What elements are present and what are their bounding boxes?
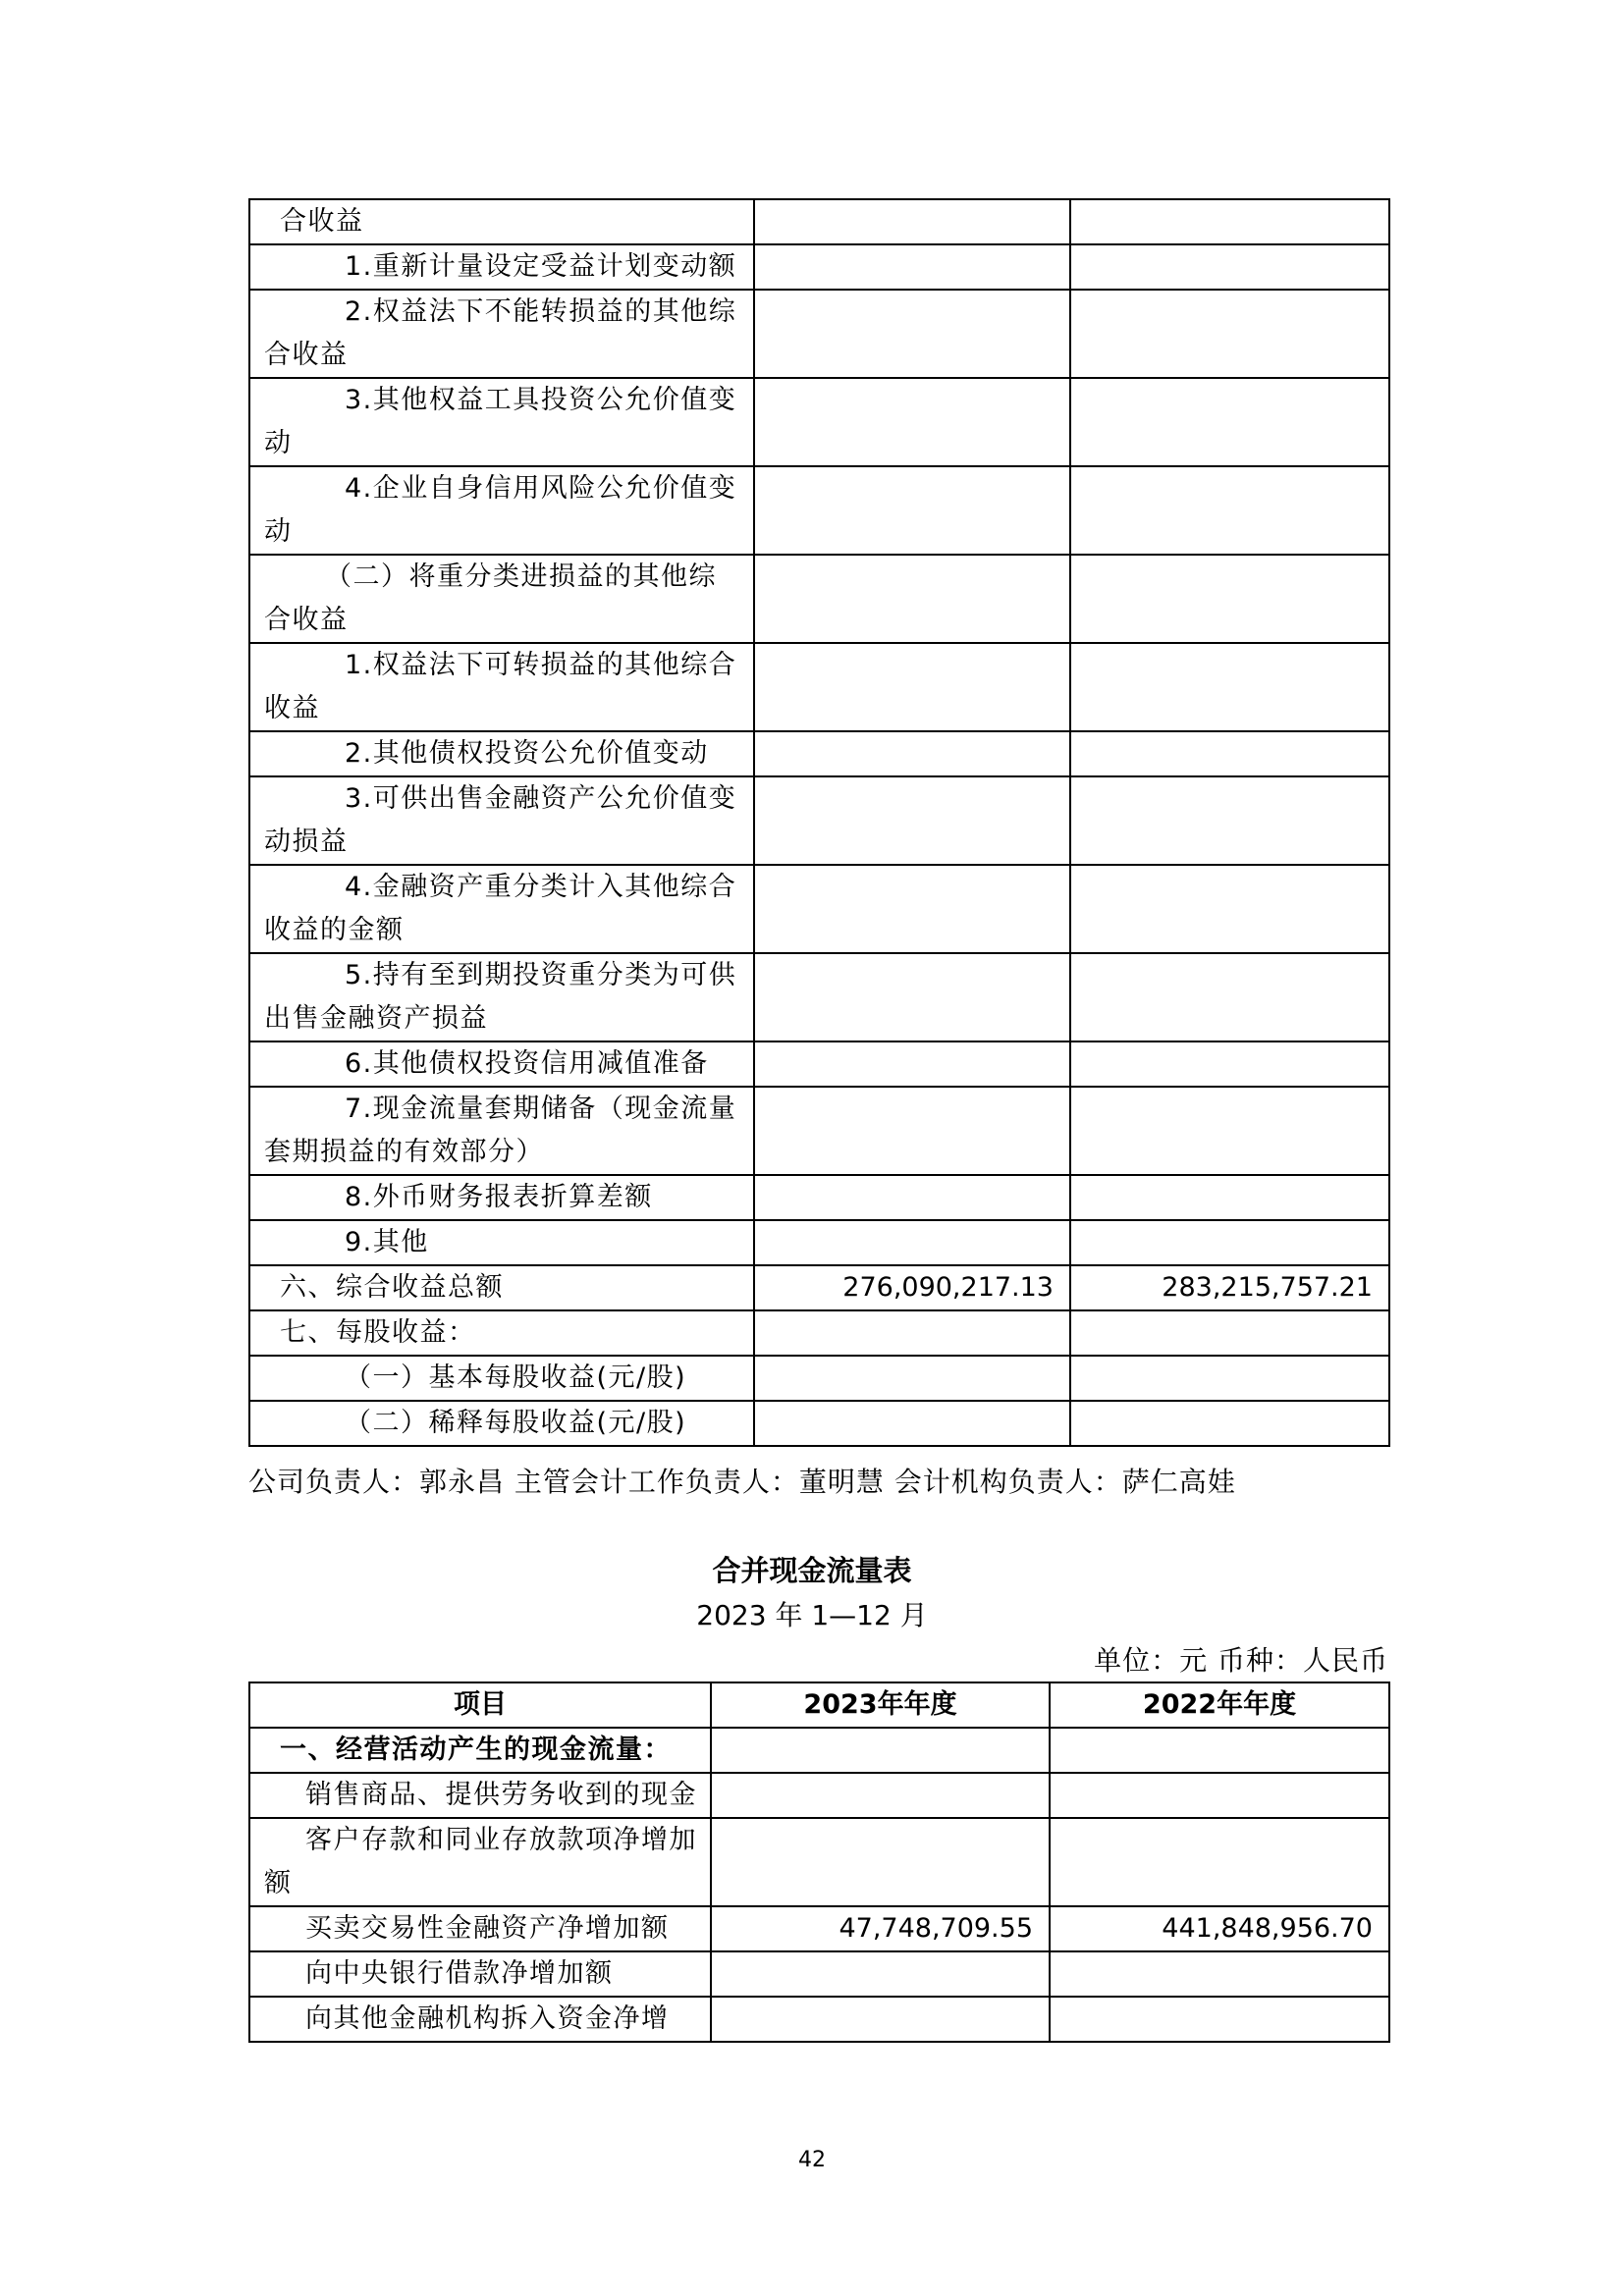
- signatures-line: 公司负责人：郭永昌 主管会计工作负责人：董明慧 会计机构负责人：萨仁高娃: [248, 1466, 1236, 1498]
- header-2023: 2023年年度: [711, 1682, 1050, 1728]
- row-item: 2.权益法下不能转损益的其他综合收益: [249, 290, 754, 378]
- table-row: [249, 1997, 1389, 2042]
- row-value-2022: [1070, 731, 1389, 776]
- row-item: 向其他金融机构拆入资金净增: [249, 1997, 711, 2042]
- page-number: 42: [798, 2148, 826, 2172]
- row-item: （一）基本每股收益(元/股): [249, 1356, 754, 1401]
- row-value-2023: [754, 1087, 1070, 1175]
- row-value-2023: [754, 731, 1070, 776]
- row-item: 客户存款和同业存放款项净增加额: [249, 1818, 711, 1906]
- row-value-2023: [754, 290, 1070, 378]
- row-value-2022: [1070, 466, 1389, 555]
- row-value-2023: [754, 1041, 1070, 1087]
- row-item: 销售商品、提供劳务收到的现金: [249, 1773, 711, 1818]
- row-item: 买卖交易性金融资产净增加额: [249, 1906, 711, 1951]
- table-row: [249, 1265, 1389, 1310]
- row-value-2023: [754, 1401, 1070, 1446]
- table-row: [249, 555, 1389, 643]
- row-value-2022: [1050, 1951, 1389, 1997]
- row-value-2023: [754, 466, 1070, 555]
- row-value-2023: [754, 199, 1070, 244]
- table-row: [249, 1906, 1389, 1951]
- row-value-2023: [711, 1818, 1050, 1906]
- table-row: [249, 244, 1389, 290]
- row-value-2023: [754, 244, 1070, 290]
- row-item: 一、经营活动产生的现金流量：: [249, 1728, 711, 1773]
- row-value-2023: [754, 1356, 1070, 1401]
- row-value-2022: 283,215,757.21: [1070, 1265, 1389, 1310]
- row-item: 2.其他债权投资公允价值变动: [249, 731, 754, 776]
- row-item: 9.其他: [249, 1220, 754, 1265]
- row-item: 4.金融资产重分类计入其他综合收益的金额: [249, 865, 754, 953]
- row-item: 4.企业自身信用风险公允价值变动: [249, 466, 754, 555]
- table-row: [249, 1773, 1389, 1818]
- row-item: 3.可供出售金融资产公允价值变动损益: [249, 776, 754, 865]
- row-value-2022: [1070, 1175, 1389, 1220]
- row-item: 3.其他权益工具投资公允价值变动: [249, 378, 754, 466]
- table-row: [249, 1356, 1389, 1401]
- row-value-2022: [1070, 776, 1389, 865]
- row-value-2023: [754, 643, 1070, 731]
- row-item: 六、综合收益总额: [249, 1265, 754, 1310]
- row-value-2023: [754, 1175, 1070, 1220]
- row-value-2022: [1070, 555, 1389, 643]
- row-item: 1.重新计量设定受益计划变动额: [249, 244, 754, 290]
- table-row: [249, 1401, 1389, 1446]
- row-value-2022: [1070, 865, 1389, 953]
- row-value-2022: [1070, 1401, 1389, 1446]
- table-row: [249, 1951, 1389, 1997]
- row-value-2022: [1050, 1818, 1389, 1906]
- row-value-2023: [711, 1951, 1050, 1997]
- table-row: [249, 1310, 1389, 1356]
- row-item: 向中央银行借款净增加额: [249, 1951, 711, 1997]
- comprehensive-income-table: [248, 198, 1390, 1447]
- row-value-2022: [1070, 953, 1389, 1041]
- row-value-2022: [1070, 1087, 1389, 1175]
- row-value-2022: [1070, 1356, 1389, 1401]
- table-row: [249, 378, 1389, 466]
- row-value-2023: [754, 1310, 1070, 1356]
- table-row: [249, 1818, 1389, 1906]
- row-value-2022: [1070, 378, 1389, 466]
- row-value-2022: [1050, 1773, 1389, 1818]
- statement-period: 2023 年 1—12 月: [696, 1599, 928, 1631]
- row-value-2022: [1070, 199, 1389, 244]
- row-item: 6.其他债权投资信用减值准备: [249, 1041, 754, 1087]
- row-value-2023: [754, 776, 1070, 865]
- row-item: 5.持有至到期投资重分类为可供出售金融资产损益: [249, 953, 754, 1041]
- table-row: [249, 953, 1389, 1041]
- currency-unit: 单位：元 币种：人民币: [1094, 1644, 1388, 1677]
- row-item: 8.外币财务报表折算差额: [249, 1175, 754, 1220]
- row-value-2022: [1070, 1310, 1389, 1356]
- row-value-2023: 47,748,709.55: [711, 1906, 1050, 1951]
- table-row: [249, 466, 1389, 555]
- table-row: [249, 731, 1389, 776]
- table-row: [249, 1041, 1389, 1087]
- table-row: [249, 1728, 1389, 1773]
- row-item: 1.权益法下可转损益的其他综合收益: [249, 643, 754, 731]
- row-value-2022: [1070, 643, 1389, 731]
- row-value-2023: [754, 865, 1070, 953]
- header-2022: 2022年年度: [1050, 1682, 1389, 1728]
- row-value-2023: [754, 953, 1070, 1041]
- row-item: 7.现金流量套期储备（现金流量套期损益的有效部分）: [249, 1087, 754, 1175]
- table-row: [249, 1175, 1389, 1220]
- row-value-2022: [1070, 1220, 1389, 1265]
- cash-flow-table: [248, 1682, 1390, 2043]
- row-value-2022: 441,848,956.70: [1050, 1906, 1389, 1951]
- row-value-2023: 276,090,217.13: [754, 1265, 1070, 1310]
- row-value-2023: [711, 1728, 1050, 1773]
- row-value-2023: [711, 1997, 1050, 2042]
- row-item: （二）将重分类进损益的其他综合收益: [249, 555, 754, 643]
- row-value-2022: [1070, 290, 1389, 378]
- row-value-2022: [1070, 1041, 1389, 1087]
- table-row: [249, 1087, 1389, 1175]
- row-value-2022: [1050, 1728, 1389, 1773]
- row-item: （二）稀释每股收益(元/股): [249, 1401, 754, 1446]
- row-value-2022: [1050, 1997, 1389, 2042]
- row-item: 合收益: [249, 199, 754, 244]
- row-value-2023: [754, 555, 1070, 643]
- table-header-row: [249, 1682, 1389, 1728]
- table-row: [249, 776, 1389, 865]
- statement-title: 合并现金流量表: [712, 1554, 912, 1587]
- row-value-2023: [754, 1220, 1070, 1265]
- row-value-2023: [711, 1773, 1050, 1818]
- table-row: [249, 290, 1389, 378]
- table-row: [249, 865, 1389, 953]
- row-value-2022: [1070, 244, 1389, 290]
- row-value-2023: [754, 378, 1070, 466]
- header-item: 项目: [249, 1682, 711, 1728]
- row-item: 七、每股收益：: [249, 1310, 754, 1356]
- table-row: [249, 199, 1389, 244]
- table-row: [249, 1220, 1389, 1265]
- table-row: [249, 643, 1389, 731]
